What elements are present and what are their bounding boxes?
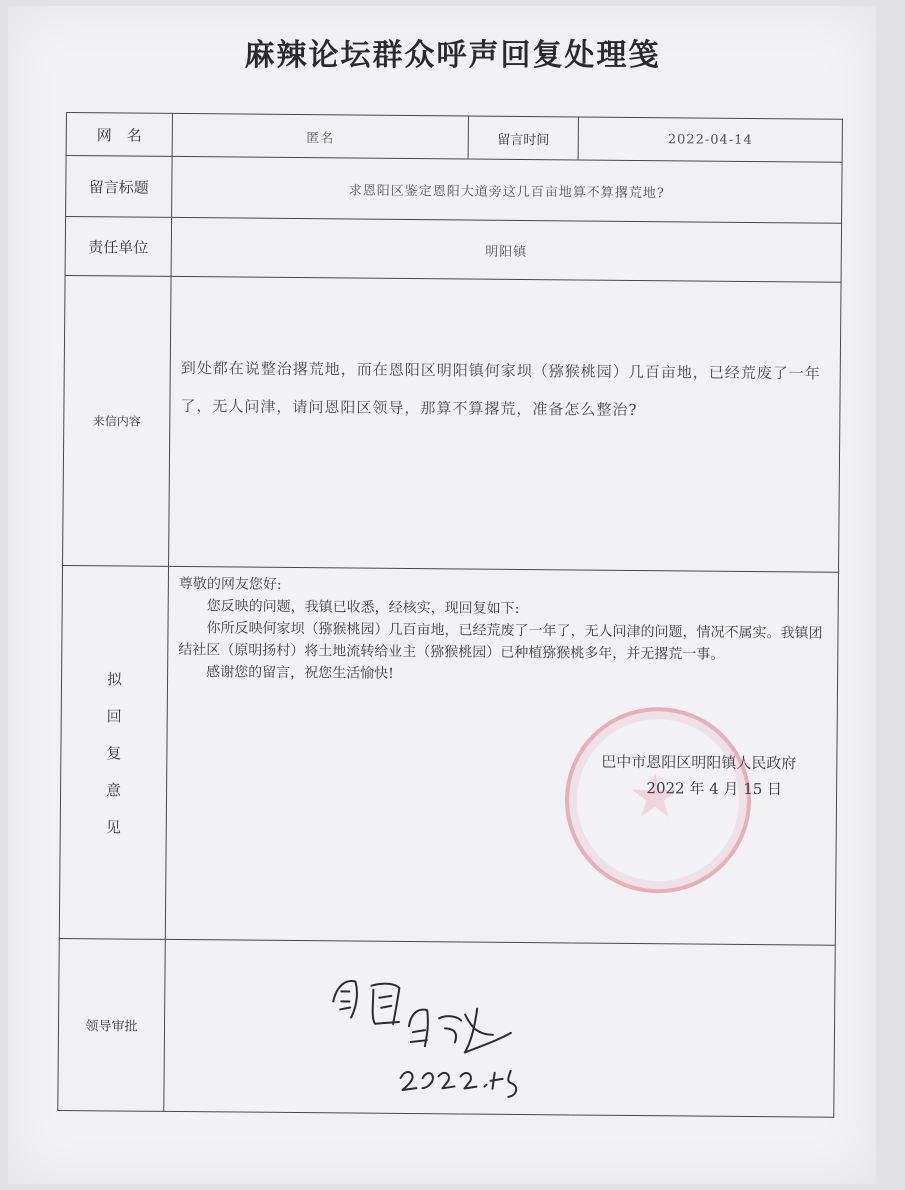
row-unit (65, 217, 841, 283)
reply-label-char: 回 (106, 706, 122, 726)
reply-label (59, 565, 168, 939)
reply-label-char: 意 (105, 780, 122, 800)
unit-value: 明阳镇 (171, 217, 841, 282)
handwriting-stroke (340, 991, 350, 1009)
leader-label: 领导审批 (58, 938, 165, 1111)
row-name (66, 113, 842, 163)
reply-label-chars (61, 667, 167, 837)
unit-label: 责任单位 (65, 217, 172, 277)
leader-approval (164, 939, 835, 1117)
reply-label-char: 复 (106, 743, 122, 763)
reply-greeting: 尊敬的网友您好: (178, 576, 282, 593)
reply-signature-block (601, 749, 796, 803)
row-content (63, 275, 842, 572)
handwriting-stroke (409, 1010, 428, 1047)
handwriting-stroke (379, 996, 391, 1008)
handwritten-signature (314, 961, 575, 1113)
reply-form (57, 112, 842, 1119)
handwriting-stroke (371, 984, 399, 1024)
subject-value: 求恩阳区鉴定恩阳大道旁这几百亩地算不算撂荒地? (172, 156, 843, 223)
time-value: 2022-04-14 (578, 117, 842, 162)
reply-label-char: 拟 (106, 669, 123, 689)
reply-para-1: 您反映的问题，我镇已收悉，经核实，现回复如下: (206, 598, 520, 617)
name-label: 网 名 (66, 113, 172, 157)
reply-body (166, 567, 838, 945)
subject-label: 留言标题 (66, 156, 173, 218)
row-subject (66, 156, 843, 224)
handwriting-stroke (439, 1008, 511, 1053)
handwriting-stroke (333, 981, 357, 1018)
content-label: 来信内容 (63, 275, 172, 566)
time-label: 留言时间 (468, 116, 578, 160)
form-table (57, 112, 843, 1118)
reply-para-2: 你所反映何家坝（猕猴桃园）几百亩地，已经荒废了一年了，无人问津的问题，情况不属实。我镇团结社区（原明扬村）将土地流转给业主（猕猴桃园）已种植猕猴桃多年，并无撂荒一事。 (178, 620, 823, 663)
handwriting-stroke (400, 1070, 516, 1097)
name-value: 匿名 (172, 113, 468, 159)
reply-signature: 巴中市恩阳区明阳镇人民政府 (601, 752, 797, 773)
reply-date: 2022 年 4 月 15 日 (646, 779, 783, 799)
reply-label-char: 见 (105, 817, 121, 837)
reply-para-3: 感谢您的留言，祝您生活愉快! (206, 664, 394, 682)
row-reply (59, 565, 838, 945)
content-value: 到处都在说整治撂荒地，而在恩阳区明阳镇何家坝（猕猴桃园）几百亩地，已经荒废了一年了，无人问津，请问恩阳区领导，那算不算撂荒，准备怎么整治? (180, 359, 821, 419)
document-title: 麻辣论坛群众呼声回复处理笺 (244, 38, 661, 73)
row-leader (58, 938, 835, 1117)
